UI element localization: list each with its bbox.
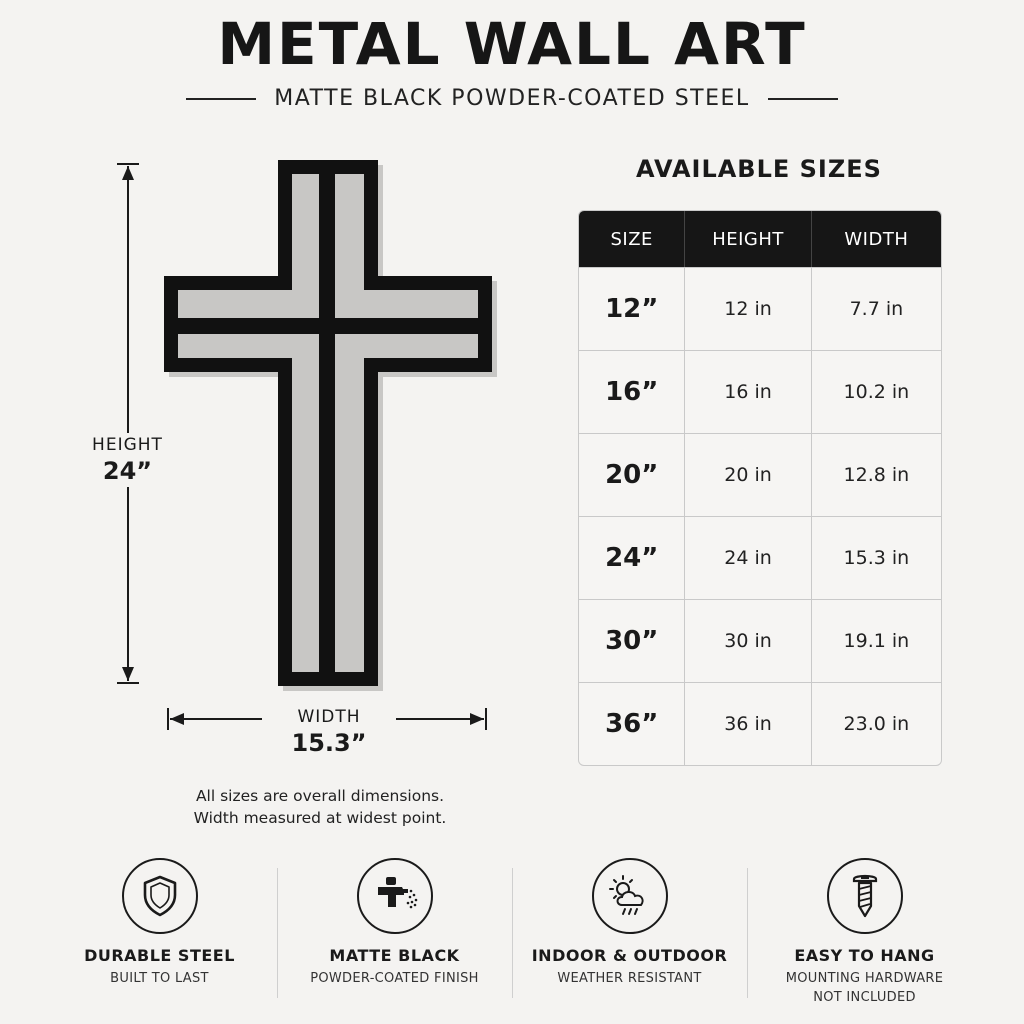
- size-cell: 30”: [579, 600, 685, 682]
- feature-durable-steel: [42, 858, 277, 1008]
- feature-subtitle: BUILT TO LAST: [110, 971, 209, 986]
- feature-subtitle: POWDER-COATED FINISH: [310, 971, 479, 986]
- width-dimension-label: [262, 707, 396, 757]
- table-row: [579, 267, 941, 350]
- height-cell: 30 in: [685, 600, 811, 682]
- feature-subtitle: WEATHER RESISTANT: [557, 971, 702, 986]
- feature-matte-black: [277, 858, 512, 1008]
- note-line: All sizes are overall dimensions.: [195, 787, 445, 805]
- height-cell: 12 in: [685, 268, 811, 350]
- width-cell: 23.0 in: [843, 713, 910, 735]
- subtitle-divider-right: [768, 98, 838, 100]
- height-dimension-arrow: [117, 164, 139, 683]
- feature-title: MATTE BLACK: [329, 946, 460, 965]
- product-diagram: [0, 0, 540, 840]
- width-cell: 10.2 in: [843, 381, 910, 403]
- column-header-size: SIZE: [579, 211, 685, 267]
- dimension-note: [120, 785, 520, 829]
- page-title: METAL WALL ART: [217, 10, 807, 78]
- table-row: [579, 516, 941, 599]
- feature-title: INDOOR & OUTDOOR: [531, 946, 728, 965]
- width-value: 15.3”: [291, 729, 367, 757]
- table-header: [579, 211, 941, 267]
- width-cell: 12.8 in: [843, 464, 910, 486]
- note-line: Width measured at widest point.: [193, 809, 447, 827]
- feature-subtitle-line: MOUNTING HARDWARE: [785, 971, 944, 986]
- feature-strip: [42, 858, 982, 1008]
- height-cell: 20 in: [685, 434, 811, 516]
- height-cell: 36 in: [685, 683, 811, 765]
- page-subtitle: MATTE BLACK POWDER-COATED STEEL: [274, 86, 750, 111]
- feature-easy-to-hang: [747, 858, 982, 1008]
- height-value: 24”: [102, 457, 153, 485]
- size-cell: 36”: [579, 683, 685, 765]
- feature-subtitle-line: NOT INCLUDED: [813, 990, 916, 1005]
- column-header-width: WIDTH: [844, 228, 909, 250]
- cross-image: [164, 160, 492, 686]
- feature-title: EASY TO HANG: [794, 946, 935, 965]
- height-caption: HEIGHT: [92, 435, 163, 455]
- width-cell: 15.3 in: [843, 547, 910, 569]
- width-caption: WIDTH: [297, 707, 361, 727]
- screw-icon: [827, 858, 903, 934]
- height-cell: 24 in: [685, 517, 811, 599]
- table-row: [579, 599, 941, 682]
- shield-icon: [122, 858, 198, 934]
- spray-gun-icon: [357, 858, 433, 934]
- width-cell: 19.1 in: [843, 630, 910, 652]
- size-cell: 20”: [579, 434, 685, 516]
- sizes-table: [578, 210, 942, 766]
- size-cell: 12”: [579, 268, 685, 350]
- feature-indoor-outdoor: [512, 858, 747, 1008]
- height-dimension-label: [70, 433, 185, 487]
- sizes-title: AVAILABLE SIZES: [636, 155, 882, 183]
- sun-rain-cloud-icon: [592, 858, 668, 934]
- feature-subtitle: [747, 969, 982, 1007]
- feature-title: DURABLE STEEL: [84, 946, 235, 965]
- size-cell: 16”: [579, 351, 685, 433]
- size-cell: 24”: [579, 517, 685, 599]
- width-cell: 7.7 in: [849, 298, 904, 320]
- height-cell: 16 in: [685, 351, 811, 433]
- table-row: [579, 433, 941, 516]
- table-row: [579, 350, 941, 433]
- column-header-height: HEIGHT: [685, 211, 811, 267]
- table-row: [579, 682, 941, 765]
